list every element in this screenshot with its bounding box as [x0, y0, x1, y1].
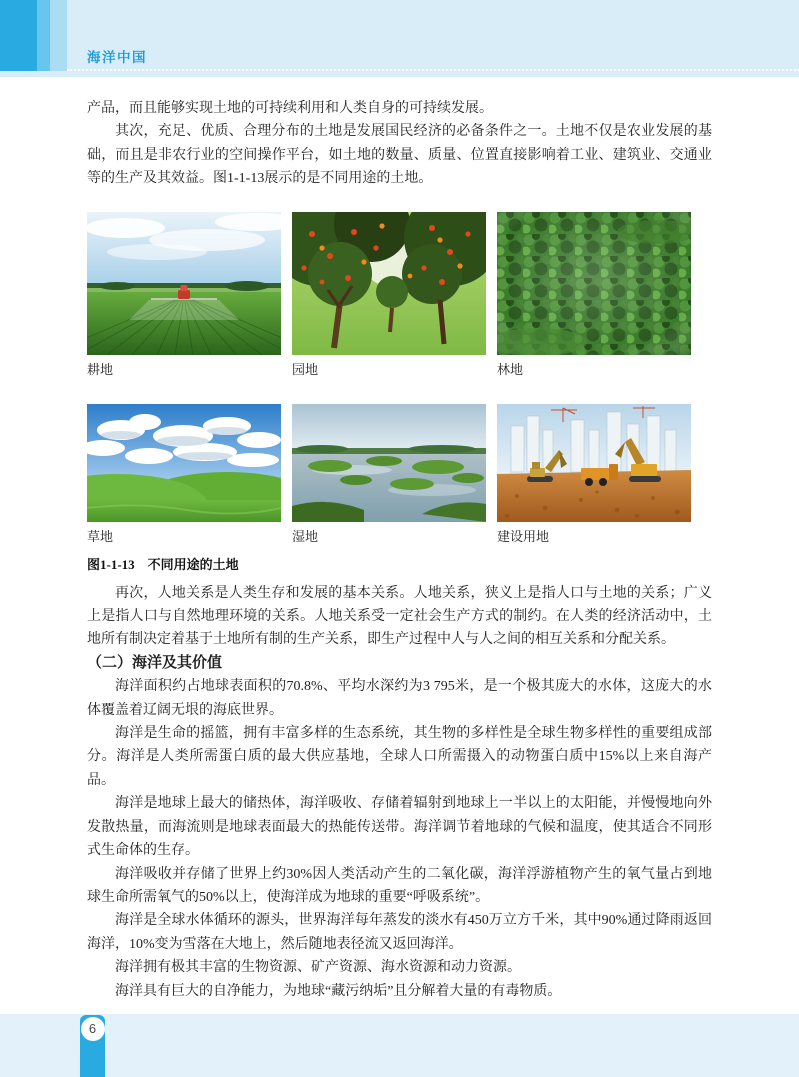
photo-label: 林地 [497, 361, 524, 377]
header-deco-block-light [50, 0, 67, 71]
body-paragraph: 再次，人地关系是人类生存和发展的基本关系。人地关系，狭义上是指人口与土地的关系；广义上是指人口与自然地理环境的关系。人地关系受一定社会生产方式的制约。在人类的经济活动中，土地所有制决定着基于土地所有制的生产关系，即生产过程中人与人之间的相互关系和分配关系。 [87, 585, 712, 648]
section-heading-ocean-value: （二）海洋及其价值 [87, 654, 223, 671]
body-paragraph: 海洋是地球上最大的储热体，海洋吸收、存储着辐射到地球上一半以上的太阳能，并慢慢地向外发散热量，而海流则是地球表面最大的热能传送带。海洋调节着地球的气候和温度，使其适合不同形式生命体的生存。 [87, 796, 712, 859]
photo-label: 草地 [87, 528, 114, 544]
header-dotted-rule [67, 69, 799, 71]
page-body [87, 97, 712, 1003]
header-deco-block-medium [37, 0, 50, 71]
photo-label: 园地 [292, 361, 319, 377]
page-number: 6 [81, 1017, 105, 1041]
construction-land-photo [497, 404, 691, 522]
header-deco-block-dark [0, 0, 37, 71]
photo-label: 耕地 [87, 361, 114, 377]
figure-item-grassland [87, 404, 281, 544]
body-paragraph: 其次，充足、优质、合理分布的土地是发展国民经济的必备条件之一。土地不仅是农业发展的基础，而且是非农行业的空间操作平台，如土地的数量、质量、位置直接影响着工业、建筑业、交通业等的生产及其效益。图1-1-13展示的是不同用途的土地。 [87, 124, 712, 187]
chapter-title: 海洋中国 [87, 50, 147, 65]
figure-item-forest-land [497, 212, 691, 377]
figure-row-1 [87, 212, 691, 377]
body-paragraph: 海洋面积约占地球表面积的70.8%、平均水深约为3 795米，是一个极其庞大的水体，这庞大的水体覆盖着辽阔无垠的海底世界。 [87, 679, 712, 718]
photo-label: 建设用地 [497, 528, 550, 544]
figure-item-cultivated-land [87, 212, 281, 377]
grassland-photo [87, 404, 281, 522]
photo-label: 湿地 [292, 528, 319, 544]
figure-caption-number: 图1-1-13 [87, 556, 135, 572]
forest-land-photo [497, 212, 691, 355]
figure-item-wetland [292, 404, 486, 544]
body-paragraph: 海洋是全球水体循环的源头，世界海洋每年蒸发的淡水有450万立方千米，其中90%通过降雨返回海洋，10%变为雪落在大地上，然后随地表径流又返回海洋。 [87, 913, 712, 952]
cultivated-land-photo [87, 212, 281, 355]
figure-item-construction-land [497, 404, 691, 544]
figure-item-garden-land [292, 212, 486, 377]
body-paragraph: 海洋拥有极其丰富的生物资源、矿产资源、海水资源和动力资源。 [115, 960, 521, 976]
body-paragraph: 海洋吸收并存储了世界上约30%因人类活动产生的二氧化碳，海洋浮游植物产生的氧气量占到地球生命所需氧气的50%以上，使海洋成为地球的重要“呼吸系统”。 [87, 866, 712, 905]
body-paragraph: 产品，而且能够实现土地的可持续利用和人类自身的可持续发展。 [87, 101, 493, 116]
figure-caption [87, 557, 691, 573]
garden-land-photo [292, 212, 486, 355]
figure-row-2 [87, 404, 691, 544]
page-header [0, 0, 799, 77]
body-paragraph: 海洋是生命的摇篮，拥有丰富多样的生态系统，其生物的多样性是全球生物多样性的重要组成部分。海洋是人类所需蛋白质的最大供应基地，全球人口所需摄入的动物蛋白质中15%以上来自海产品。 [87, 726, 712, 788]
page-number-tab [80, 1015, 105, 1077]
figure-caption-text: 不同用途的土地 [147, 556, 239, 572]
figure-1-1-13 [87, 212, 691, 573]
body-paragraph: 海洋具有巨大的自净能力，为地球“藏污纳垢”且分解着大量的有毒物质。 [115, 983, 562, 999]
page-footer [0, 1014, 799, 1077]
wetland-photo [292, 404, 486, 522]
